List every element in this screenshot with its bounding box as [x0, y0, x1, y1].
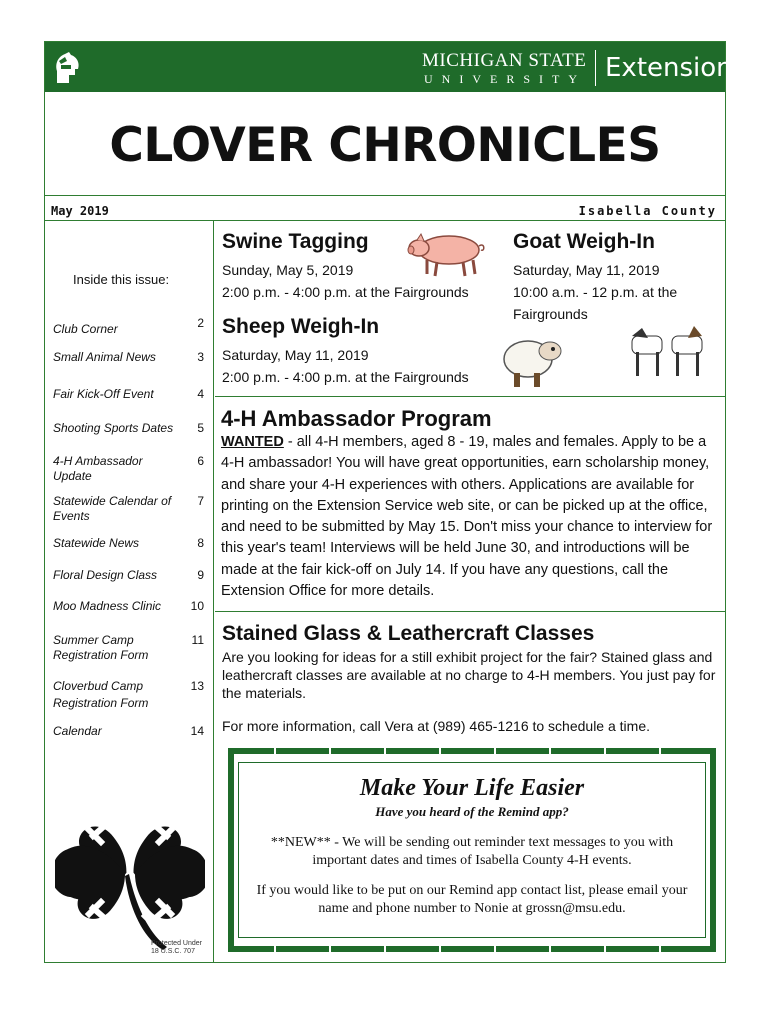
toc-page: 9 [197, 568, 204, 582]
remind-subtitle: Have you heard of the Remind app? [375, 804, 569, 819]
toc-item[interactable] [53, 350, 208, 365]
stained-contact: For more information, call Vera at (989) 465-1216 to schedule a time. [222, 718, 650, 734]
banner-divider [595, 50, 596, 86]
protected-notice: Protected Under 18 U.S.C. 707 [151, 940, 202, 955]
issue-date: May 2019 [51, 204, 109, 218]
remind-paragraph-1: **NEW** - We will be sending out reminder text messages to you with important dates and times of Isabella County 4-H events. [270, 835, 674, 868]
remind-border-bottom [234, 946, 710, 952]
ambassador-text: - all 4-H members, aged 8 - 19, males and females. Apply to be a 4-H ambassador! You will have great opportunities, earn scholarship money, and share your 4-H experiences with others. Applications are available for printing on the Extension Service web site, or can be picked up at the office, and need to be submitted by May 15. Don't miss your chance to interview for this year's team! Interviews will be held June 30, and introductions will be made at the fair kick-off on July 14. If you have any questions, call the Extension Office for more details. [221, 434, 713, 600]
toc-page: 14 [190, 724, 204, 738]
toc-item[interactable] [53, 599, 208, 614]
toc-title: Inside this issue: [73, 272, 170, 287]
stained-body: Are you looking for ideas for a still exhibit project for the fair? Stained glass and leathercraft classes are available at no charge to 4-H members. You just pay for the materials. [222, 649, 716, 701]
remind-border-top [234, 748, 710, 754]
spartan-helmet-icon [51, 51, 81, 85]
toc-item[interactable] [53, 568, 208, 583]
toc-label: 4-H Ambassador Update [53, 454, 143, 483]
stained-title: Stained Glass & Leathercraft Classes [222, 622, 595, 645]
university-name: MICHIGAN STATE [422, 50, 587, 71]
toc-page: 4 [197, 387, 204, 401]
toc-label: Small Animal News [53, 350, 156, 364]
swine-title: Swine Tagging [222, 230, 369, 253]
toc-page: 3 [197, 350, 204, 364]
goat-title: Goat Weigh-In [513, 230, 655, 253]
toc-item[interactable] [53, 678, 208, 712]
toc-page: 2 [197, 316, 204, 330]
county-name: Isabella County [578, 204, 717, 218]
goat-time: 10:00 a.m. - 12 p.m. at the Fairgrounds [513, 284, 678, 322]
toc-page: 7 [197, 494, 204, 508]
toc-item[interactable] [53, 633, 208, 663]
toc-label: Floral Design Class [53, 568, 158, 582]
sheep-date: Saturday, May 11, 2019 [222, 347, 369, 363]
pig-icon [405, 226, 487, 278]
swine-date: Sunday, May 5, 2019 [222, 262, 354, 278]
sheep-title: Sheep Weigh-In [222, 315, 380, 338]
toc-item[interactable] [53, 316, 208, 337]
toc-page: 8 [197, 536, 204, 550]
toc-label: Shooting Sports Dates [53, 421, 174, 435]
toc-label: Moo Madness Clinic [53, 599, 162, 613]
newsletter-page [44, 41, 733, 963]
section-divider [215, 396, 725, 397]
goat-date: Saturday, May 11, 2019 [513, 262, 660, 278]
sheep-icon [500, 329, 566, 391]
toc-item[interactable] [53, 724, 208, 739]
goats-icon [628, 322, 710, 380]
sheep-time: 2:00 p.m. - 4:00 p.m. at the Fairgrounds [222, 369, 469, 385]
toc-page: 13 [190, 679, 204, 693]
toc-item[interactable] [53, 454, 208, 484]
msu-banner [45, 42, 733, 92]
toc-page: 6 [197, 454, 204, 468]
remind-title: Make Your Life Easier [359, 775, 585, 801]
swine-time: 2:00 p.m. - 4:00 p.m. at the Fairgrounds [222, 284, 469, 300]
four-h-clover-logo [55, 792, 205, 952]
remind-box [228, 748, 716, 952]
newsletter-title: CLOVER CHRONICLES [109, 118, 661, 173]
dateline [45, 195, 725, 221]
toc-item[interactable] [53, 421, 208, 436]
toc-label: Calendar [53, 724, 102, 738]
section-divider [215, 611, 725, 612]
toc-label: Statewide News [53, 536, 140, 550]
toc-label: Cloverbud Camp Registration Form [53, 679, 149, 710]
remind-inner [238, 762, 706, 938]
toc-label: Club Corner [53, 322, 118, 336]
university-subtitle: UNIVERSITY [424, 72, 586, 86]
toc-item[interactable] [53, 387, 208, 402]
extension-label: Extension [605, 53, 733, 83]
wanted-label: WANTED [221, 434, 284, 450]
toc-label: Summer Camp Registration Form [53, 633, 149, 662]
toc-label: Statewide Calendar of Events [53, 494, 172, 523]
toc-item[interactable] [53, 494, 208, 524]
toc-page: 11 [191, 633, 204, 647]
ambassador-title: 4-H Ambassador Program [221, 406, 492, 431]
remind-paragraph-2: If you would like to be put on our Remind app contact list, please email your name and phone number to Nonie at grossn@msu.edu. [256, 883, 688, 916]
toc-page: 5 [197, 421, 204, 435]
toc-label: Fair Kick-Off Event [53, 387, 154, 401]
ambassador-body [221, 432, 721, 602]
toc-page: 10 [190, 599, 204, 613]
toc-item[interactable] [53, 536, 208, 551]
sidebar-divider [213, 221, 214, 963]
